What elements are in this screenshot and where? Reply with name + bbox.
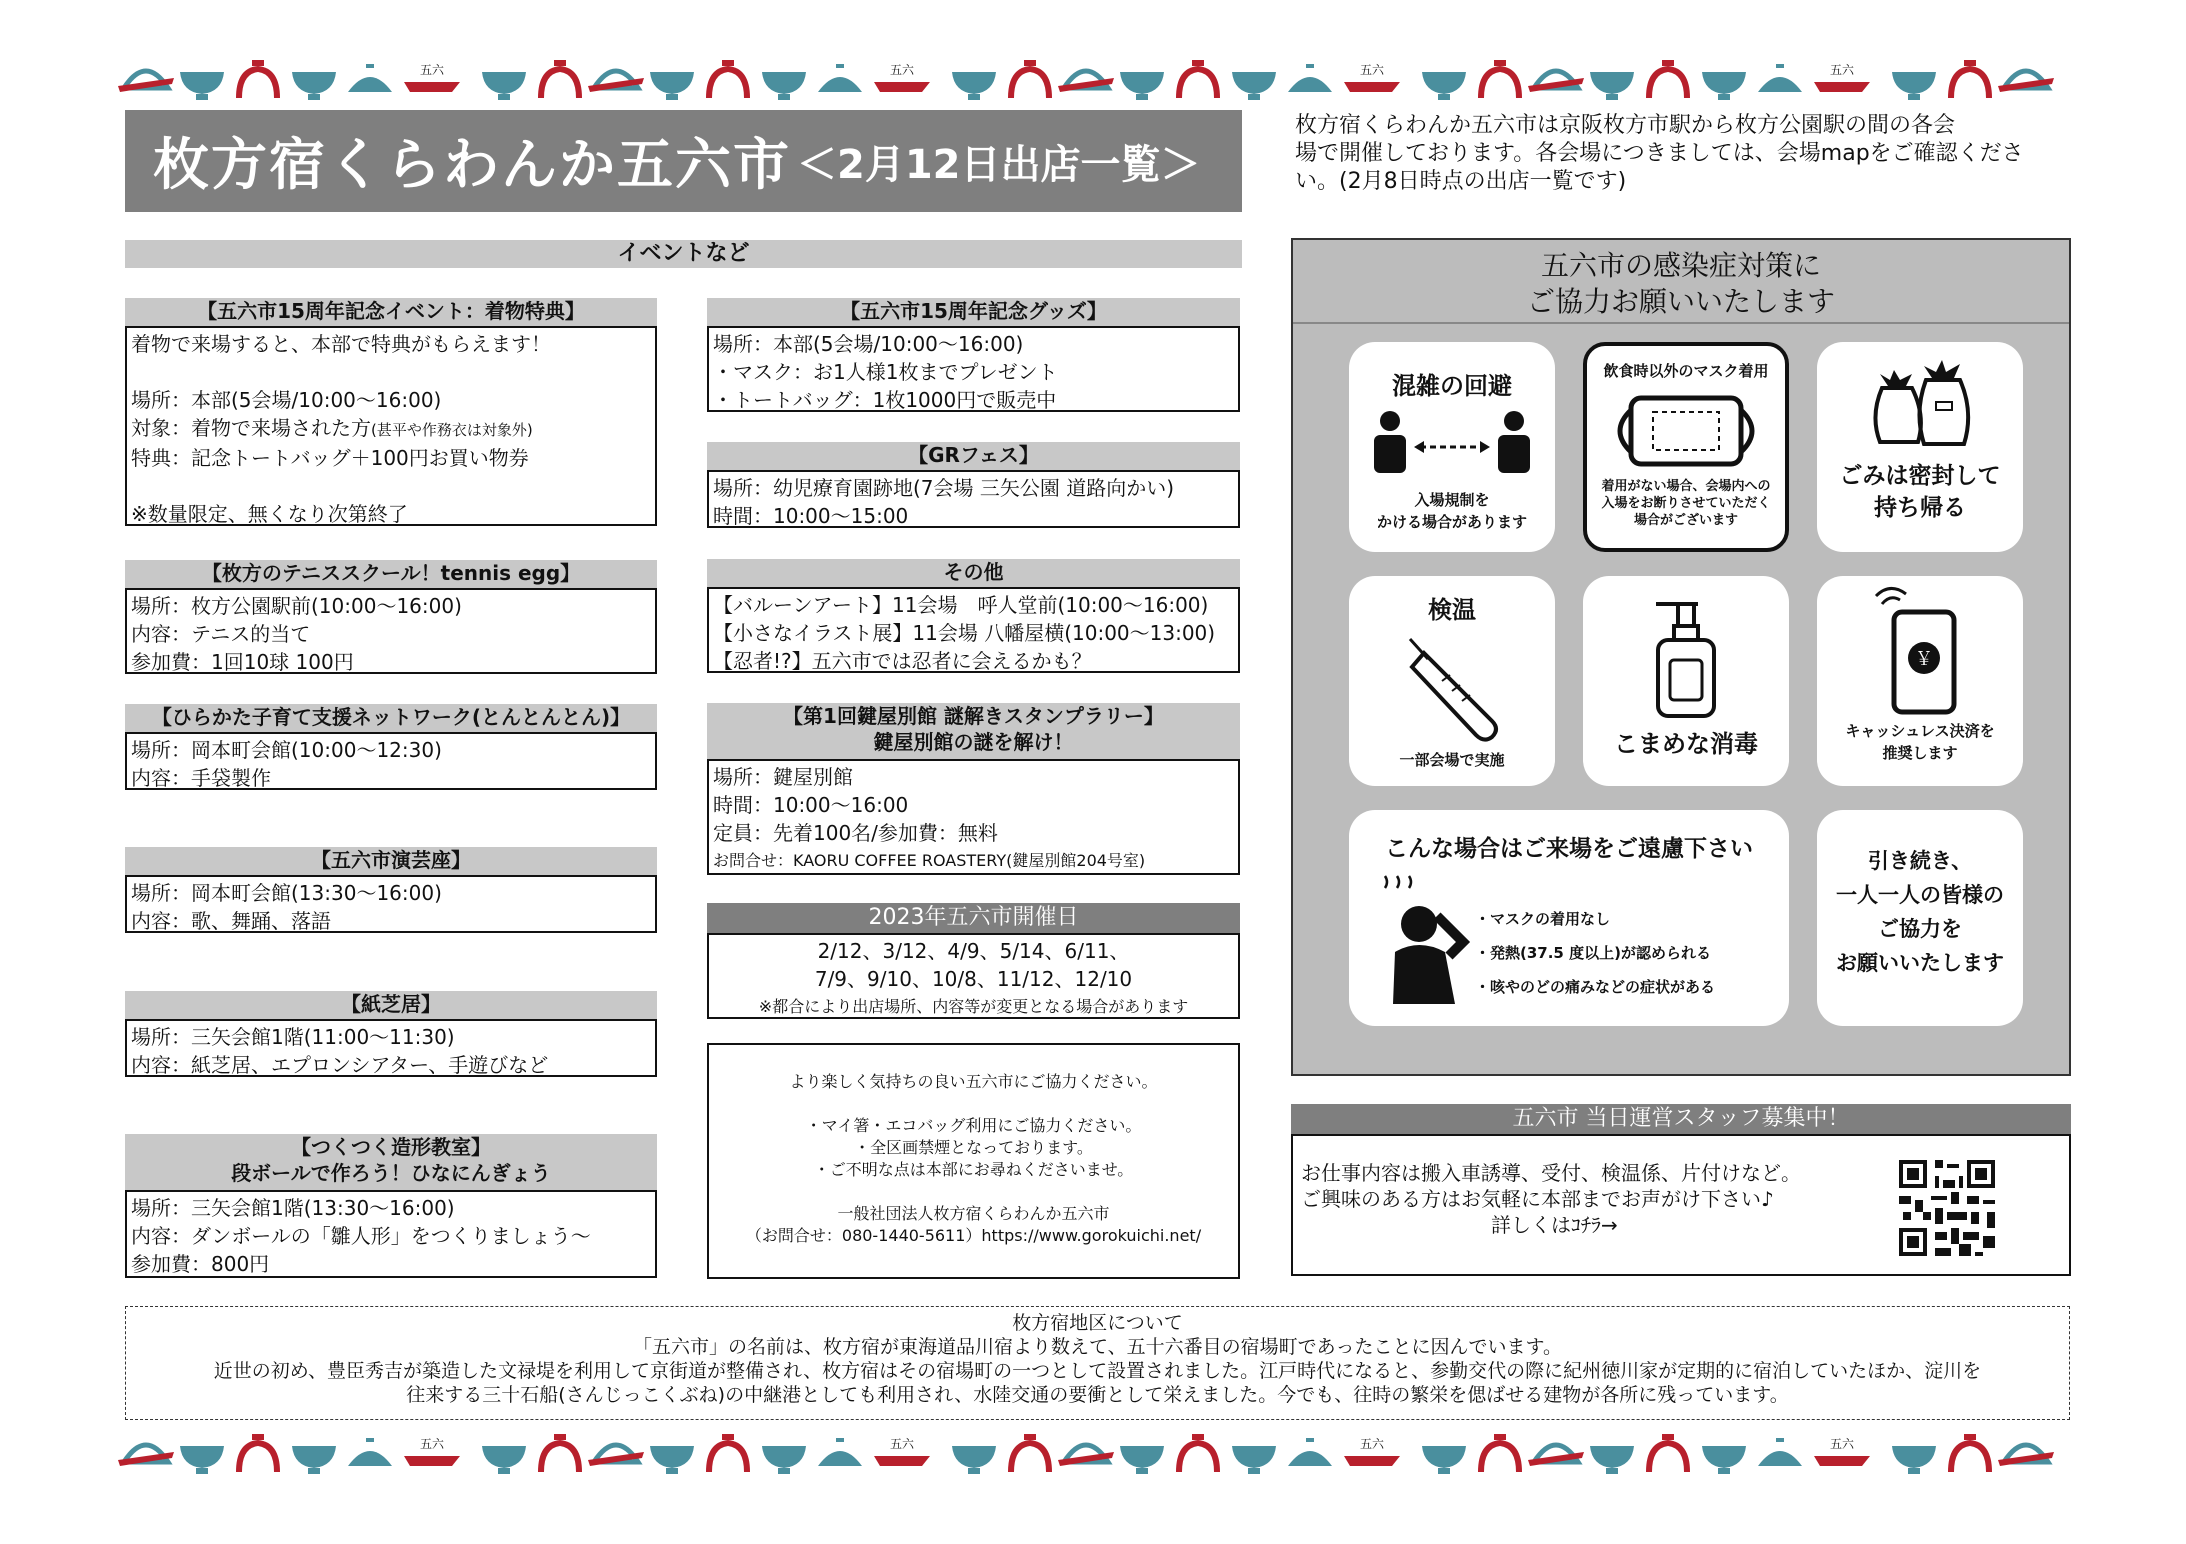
childcare-head: [125, 704, 657, 732]
badge-text: 五六: [1829, 1437, 1855, 1451]
block-line: 内容：テニス的当て: [131, 622, 311, 646]
notice-line: [709, 1093, 1238, 1115]
block-line: [131, 358, 651, 386]
notice-line: [709, 1181, 1238, 1203]
about-line: 近世の初め、豊臣秀吉が築造した文禄堤を利用して京街道が整備され、枚方宿はその宿場町の一つとして設置されました。江戸時代になると、参勤交代の際に紀州徳川家が定期的に宿泊していたほか、淀川を: [213, 1360, 1982, 1382]
card-sanitize: [1583, 576, 1789, 786]
red-lid-icon: [1948, 66, 1992, 98]
block-title: 【つくつく造形教室】: [291, 1135, 491, 1159]
thermometer-icon: [1382, 625, 1522, 745]
staff-text: [1301, 1160, 1801, 1238]
block-title: 【紙芝居】: [341, 992, 441, 1016]
staff-line: 詳しくはｺﾁﾗ→: [1491, 1213, 1618, 1237]
garbage-bag-icon: [1860, 356, 1980, 456]
block-line: ※数量限定、無くなり次第終了: [131, 502, 408, 526]
teal-bowl-icon: [762, 72, 806, 100]
card-refrain: [1349, 810, 1789, 1026]
stamprally-body: [707, 759, 1240, 875]
block-subtitle: 段ボールで作ろう！ひなにんぎょう: [231, 1161, 551, 1185]
block-line: 場所：三矢会館1階(11:00～11:30): [131, 1025, 455, 1049]
teal-bowl-icon: [1232, 72, 1276, 100]
teal-bowl-icon: [1702, 1446, 1746, 1474]
sanitizer-bottle-icon: [1626, 590, 1746, 720]
block-title: 【五六市演芸座】: [311, 848, 471, 872]
teal-bowl-icon: [292, 1446, 336, 1474]
block-line: 時間：10:00～16:00: [713, 793, 909, 817]
teal-bowl-icon: [952, 1446, 996, 1474]
zoukei-body: [125, 1190, 657, 1278]
block-line: 定員：先着100名/参加費：無料: [713, 821, 998, 845]
page-title: [125, 110, 1242, 212]
block-line: 場所：岡本町会館(13:30～16:00): [131, 881, 442, 905]
badge-text: 五六: [889, 63, 915, 77]
intro-line: 枚方宿くらわんか五六市は京阪枚方市駅から枚方公園駅の間の各会: [1295, 113, 1956, 138]
teal-bowl-icon: [952, 72, 996, 100]
red-lid-icon: [538, 1440, 582, 1472]
block-line: 内容：ダンボールの「雛人形」をつくりましょう～: [131, 1224, 591, 1248]
teal-bowl-icon: [1892, 72, 1936, 100]
thanks-line: ご協力を: [1878, 917, 1962, 941]
goods-head: [707, 298, 1240, 326]
block-line: 場所：本部(5会場/10:00～16:00): [131, 388, 442, 412]
card-title: こまめな消毒: [1614, 730, 1758, 758]
infection-title-line: 五六市の感染症対策に: [1540, 249, 1821, 282]
badge-text: 五六: [419, 1437, 445, 1451]
red-lid-icon: [1646, 66, 1690, 98]
yen-symbol: ￥: [1915, 649, 1933, 670]
badge-text: 五六: [1829, 63, 1855, 77]
card-sub: かける場合があります: [1376, 513, 1527, 531]
red-lid-icon: [538, 66, 582, 98]
card-thanks: [1817, 810, 2023, 1026]
block-line: 参加費：800円: [131, 1252, 270, 1276]
thanks-line: 引き続き、: [1867, 849, 1973, 873]
card-title: 持ち帰る: [1874, 495, 1966, 521]
block-line: 内容：手袋製作: [131, 766, 271, 790]
teal-bowl-icon: [1422, 1446, 1466, 1474]
engei-body: [125, 875, 657, 933]
card-sub: キャッシュレス決済を: [1845, 722, 1995, 740]
notice-line: 一般社団法人枚方宿くらわんか五六市: [837, 1204, 1110, 1223]
block-subtitle: 鍵屋別館の謎を解け！: [873, 730, 1074, 754]
infection-title: [1293, 248, 2069, 320]
card-sub: 一部会場で実施: [1399, 751, 1505, 769]
block-line: [131, 472, 651, 500]
card-title: 飲食時以外のマスク着用: [1603, 362, 1769, 380]
about-line: 枚方宿地区について: [1012, 1312, 1183, 1334]
block-line: 場所：鍵屋別館: [713, 765, 853, 789]
teal-bowl-icon: [292, 72, 336, 100]
red-lid-icon: [1008, 66, 1052, 98]
red-lid-icon: [1176, 66, 1220, 98]
bowl-pattern-top: [118, 52, 2078, 112]
card-sub: 場合がございます: [1633, 513, 1738, 528]
notice-line: より楽しく気持ちの良い五六市にご協力ください。: [789, 1072, 1158, 1091]
badge-text: 五六: [889, 1437, 915, 1451]
divider: [1293, 322, 2069, 324]
card-sub: 入場をお断りさせていただく: [1601, 496, 1771, 511]
about-line: 「五六市」の名前は、枚方宿が東海道品川宿より数えて、五十六番目の宿場町であったことに因んでいます。: [633, 1336, 1562, 1358]
social-distance-icon: [1362, 407, 1542, 477]
dates-line: 7/9、9/10、10/8、11/12、12/10: [814, 967, 1133, 991]
block-line: 場所：本部(5会場/10:00～16:00): [713, 332, 1024, 356]
dates-body: [707, 933, 1240, 1019]
card-crowd: [1349, 342, 1555, 552]
card-title: 混雑の回避: [1392, 372, 1512, 400]
teal-bowl-icon: [1422, 72, 1466, 100]
block-title: 【枚方のテニススクール！tennis egg】: [201, 561, 581, 585]
staff-body: [1291, 1134, 2071, 1276]
notice-line: ・マイ箸・エコバッグ利用にご協力ください。: [805, 1116, 1142, 1135]
refrain-item: ・咳やのどの痛みなどの症状がある: [1475, 978, 1716, 996]
block-title: 【五六市15周年記念グッズ】: [840, 299, 1107, 323]
red-lid-icon: [1948, 1440, 1992, 1472]
thanks-line: お願いいたします: [1836, 951, 2004, 975]
kamishibai-head: [125, 991, 657, 1019]
block-line: 参加費：1回10球 100円: [131, 650, 354, 674]
red-lid-icon: [1646, 1440, 1690, 1472]
block-line: 内容：歌、舞踊、落語: [131, 909, 331, 933]
infection-panel: [1291, 238, 2071, 1076]
block-line: 場所：幼児療育園跡地(7会場 三矢公園 道路向かい): [713, 476, 1175, 500]
staff-line: お仕事内容は搬入車誘導、受付、検温係、片付けなど。: [1301, 1161, 1801, 1185]
red-lid-icon: [1176, 1440, 1220, 1472]
block-title: 【第1回鍵屋別館 謎解きスタンプラリー】: [783, 704, 1164, 728]
notice-line: ・ご不明な点は本部にお尋ねくださいませ。: [813, 1160, 1134, 1179]
smartphone-icon: [1860, 586, 1980, 716]
teal-bowl-icon: [762, 1446, 806, 1474]
teal-bowl-icon: [482, 1446, 526, 1474]
block-note: お問合せ：KAORU COFFEE ROASTERY(鍵屋別館204号室): [713, 851, 1146, 870]
intro-text: [1295, 112, 2075, 196]
goods-body: [707, 326, 1240, 412]
intro-line: い。(2月8日時点の出店一覧です): [1295, 169, 1627, 194]
block-line: 【バルーンアート】11会場 呼人堂前(10:00～16:00): [713, 593, 1209, 617]
card-mask: [1583, 342, 1789, 552]
card-garbage: [1817, 342, 2023, 552]
intro-line: 場で開催しております。各会場につきましては、会場mapをご確認くださ: [1295, 141, 2024, 166]
about-line: 往来する三十石船(さんじっこくぶね)の中継港としても利用され、水陸交通の要衝として栄えました。今でも、往時の繁栄を偲ばせる建物が各所に残っています。: [406, 1384, 1789, 1406]
red-lid-icon: [1478, 1440, 1522, 1472]
red-lid-icon: [1008, 1440, 1052, 1472]
refrain-item: ・マスクの着用なし: [1475, 910, 1611, 928]
infection-title-line: ご協力お願いいたします: [1526, 285, 1835, 318]
block-line: 時間：10:00～15:00: [713, 504, 909, 528]
target-label: 対象：着物で来場された方: [131, 416, 371, 440]
refrain-item: ・発熱(37.5 度以上)が認められる: [1475, 944, 1711, 962]
card-sub: 推奨します: [1882, 744, 1958, 762]
block-line: ・トートバッグ：1枚1000円で販売中: [713, 388, 1057, 412]
red-lid-icon: [236, 1440, 280, 1472]
teal-bowl-icon: [1702, 72, 1746, 100]
red-lid-icon: [706, 1440, 750, 1472]
mask-icon: [1601, 388, 1771, 474]
notice-line: （お問合せ：080-1440-5611）https://www.gorokuichi.net/: [745, 1226, 1202, 1245]
block-line: 着物で来場すると、本部で特典がもらえます！: [131, 332, 551, 356]
kimono-event-head: [125, 298, 657, 326]
badge-text: 五六: [419, 63, 445, 77]
block-title: 【五六市15周年記念イベント：着物特典】: [197, 299, 585, 323]
teal-bowl-icon: [1120, 1446, 1164, 1474]
kimono-event-body: [125, 326, 657, 526]
teal-bowl-icon: [1892, 1446, 1936, 1474]
badge-text: 五六: [1359, 63, 1385, 77]
block-line: 場所：岡本町会館(10:00～12:30): [131, 738, 442, 762]
grfes-head: [707, 442, 1240, 470]
teal-bowl-icon: [1590, 72, 1634, 100]
dates-note: ※都合により出店場所、内容等が変更となる場合があります: [758, 997, 1189, 1016]
block-line: 特典：記念トートバッグ＋100円お買い物券: [131, 446, 529, 470]
card-cashless: [1817, 576, 2023, 786]
teal-bowl-icon: [1232, 1446, 1276, 1474]
staff-line: ご興味のある方はお気軽に本部までお声がけ下さい♪: [1301, 1187, 1774, 1211]
teal-bowl-icon: [650, 1446, 694, 1474]
kamishibai-body: [125, 1019, 657, 1077]
other-body: [707, 587, 1240, 673]
tennis-head: [125, 560, 657, 588]
badge-text: 五六: [1359, 1437, 1385, 1451]
thanks-line: 一人一人の皆様の: [1836, 883, 2004, 907]
card-sub: 入場規制を: [1414, 491, 1490, 509]
childcare-body: [125, 732, 657, 790]
bowl-pattern-bottom: [118, 1426, 2078, 1486]
teal-bowl-icon: [180, 1446, 224, 1474]
block-line: 【小さなイラスト展】11会場 八幡屋横(10:00～13:00): [713, 621, 1216, 645]
teal-bowl-icon: [482, 72, 526, 100]
stamprally-head: [707, 703, 1240, 759]
red-lid-icon: [706, 66, 750, 98]
card-title: ごみは密封して: [1839, 463, 2001, 489]
tennis-body: [125, 588, 657, 674]
block-line: [131, 414, 651, 444]
dates-line: 2/12、3/12、4/9、5/14、6/11、: [817, 939, 1130, 963]
teal-bowl-icon: [180, 72, 224, 100]
qr-code[interactable]: [1895, 1156, 1999, 1260]
block-line: ・マスク：お1人様1枚までプレゼント: [713, 360, 1058, 384]
teal-bowl-icon: [650, 72, 694, 100]
block-line: 【忍者!?】五六市では忍者に会えるかも？: [713, 649, 1092, 673]
block-title: その他: [943, 560, 1004, 584]
about-district: [125, 1306, 2070, 1420]
block-title: 【ひらかた子育て支援ネットワーク(とんとんとん)】: [151, 705, 631, 729]
block-line: 内容：紙芝居、エプロンシアター、手遊びなど: [131, 1053, 549, 1077]
block-line: 場所：三矢会館1階(13:30～16:00): [131, 1196, 455, 1220]
dates-head: 2023年五六市開催日: [707, 903, 1240, 933]
teal-bowl-icon: [1120, 72, 1164, 100]
block-line: 場所：枚方公園駅前(10:00～16:00): [131, 594, 462, 618]
title-main: 枚方宿くらわんか五六市: [153, 133, 791, 198]
other-head: [707, 559, 1240, 587]
refrain-list: [1475, 902, 1715, 1004]
grfes-body: [707, 470, 1240, 528]
target-note: (甚平や作務衣は対象外): [371, 421, 533, 439]
red-lid-icon: [1478, 66, 1522, 98]
staff-head: 五六市 当日運営スタッフ募集中！: [1291, 1104, 2071, 1134]
engei-head: [125, 847, 657, 875]
events-section-label: イベントなど: [125, 240, 1242, 268]
title-sub: ＜2月12日出店一覧＞: [797, 141, 1201, 188]
sick-person-icon: [1375, 872, 1485, 1012]
red-lid-icon: [236, 66, 280, 98]
teal-bowl-icon: [1590, 1446, 1634, 1474]
card-sub: 着用がない場合、会場内への: [1601, 479, 1771, 494]
card-temperature: [1349, 576, 1555, 786]
card-title: こんな場合はご来場をご遠慮下さい: [1385, 836, 1753, 862]
zoukei-head: [125, 1134, 657, 1190]
notice-box: [707, 1043, 1240, 1279]
notice-line: ・全区画禁煙となっております。: [854, 1138, 1093, 1157]
block-title: 【GRフェス】: [908, 443, 1039, 467]
card-title: 検温: [1428, 596, 1476, 624]
